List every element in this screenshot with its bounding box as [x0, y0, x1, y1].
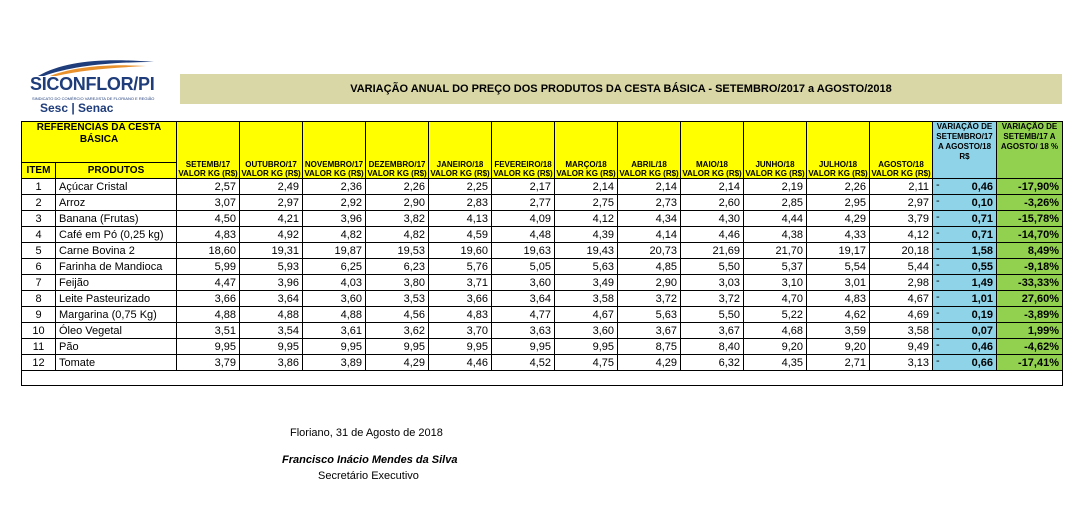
variation-value: 0,71 [971, 228, 994, 241]
variation-dash: - [936, 227, 940, 239]
price-cell: 3,66 [429, 291, 492, 307]
place-date: Floriano, 31 de Agosto de 2018 [290, 427, 443, 439]
month-label: DEZEMBRO/17 [368, 160, 426, 169]
price-cell: 4,03 [303, 275, 366, 291]
price-cell: 2,36 [303, 179, 366, 195]
variation-value-cell [933, 243, 997, 259]
price-cell: 4,29 [807, 211, 870, 227]
price-cell: 3,49 [555, 275, 618, 291]
table-row [22, 355, 1063, 371]
price-cell: 4,29 [366, 355, 429, 371]
table-row [22, 259, 1063, 275]
table-row [22, 179, 1063, 195]
table-row [22, 339, 1063, 355]
variation-percent: 1,99% [997, 323, 1063, 339]
month-label: JUNHO/18 [755, 160, 795, 169]
price-cell: 3,01 [807, 275, 870, 291]
price-cell: 21,70 [744, 243, 807, 259]
price-cell: 3,62 [366, 323, 429, 339]
variation-value: 0,19 [971, 308, 994, 321]
blank-cell [618, 371, 681, 386]
blank-cell [870, 371, 933, 386]
product-name: Carne Bovina 2 [56, 243, 177, 259]
price-cell: 3,51 [177, 323, 240, 339]
price-cell: 4,82 [303, 227, 366, 243]
variation-dash: - [936, 211, 940, 223]
variation-percent: -17,90% [997, 179, 1063, 195]
month-label: NOVEMBRO/17 [304, 160, 364, 169]
blank-cell [997, 371, 1063, 386]
price-cell: 3,67 [681, 323, 744, 339]
price-cell: 19,60 [429, 243, 492, 259]
price-cell: 3,72 [681, 291, 744, 307]
price-cell: 4,30 [681, 211, 744, 227]
price-cell: 4,12 [555, 211, 618, 227]
price-cell: 9,49 [870, 339, 933, 355]
price-cell: 4,67 [870, 291, 933, 307]
blank-cell [177, 371, 240, 386]
unit-label: VALOR KG (R$) [367, 169, 427, 178]
month-header [681, 122, 744, 179]
price-cell: 3,58 [870, 323, 933, 339]
price-cell: 4,52 [492, 355, 555, 371]
table-row [22, 211, 1063, 227]
price-cell: 3,13 [870, 355, 933, 371]
price-cell: 4,33 [807, 227, 870, 243]
price-cell: 3,66 [177, 291, 240, 307]
price-cell: 2,25 [429, 179, 492, 195]
month-label: OUTUBRO/17 [245, 160, 297, 169]
price-cell: 18,60 [177, 243, 240, 259]
price-cell: 4,88 [177, 307, 240, 323]
price-cell: 2,14 [555, 179, 618, 195]
product-name: Arroz [56, 195, 177, 211]
unit-label: VALOR KG (R$) [682, 169, 742, 178]
price-cell: 4,62 [807, 307, 870, 323]
month-label: MAIO/18 [696, 160, 729, 169]
unit-label: VALOR KG (R$) [556, 169, 616, 178]
product-name: Margarina (0,75 Kg) [56, 307, 177, 323]
price-cell: 4,56 [366, 307, 429, 323]
price-cell: 4,83 [807, 291, 870, 307]
price-cell: 2,57 [177, 179, 240, 195]
product-name: Farinha de Mandioca [56, 259, 177, 275]
logo-sesc-senac: Sesc | Senac [40, 101, 114, 115]
price-cell: 4,14 [618, 227, 681, 243]
item-number: 5 [22, 243, 56, 259]
price-cell: 4,67 [555, 307, 618, 323]
month-header [240, 122, 303, 179]
month-header [429, 122, 492, 179]
product-name: Leite Pasteurizado [56, 291, 177, 307]
product-name: Açúcar Cristal [56, 179, 177, 195]
price-cell: 2,97 [240, 195, 303, 211]
price-cell: 4,44 [744, 211, 807, 227]
month-header [744, 122, 807, 179]
price-cell: 3,60 [492, 275, 555, 291]
price-cell: 9,20 [744, 339, 807, 355]
unit-label: VALOR KG (R$) [745, 169, 805, 178]
variation-dash: - [936, 339, 940, 351]
item-number: 7 [22, 275, 56, 291]
item-number: 6 [22, 259, 56, 275]
month-header [366, 122, 429, 179]
month-header [807, 122, 870, 179]
price-cell: 9,95 [492, 339, 555, 355]
blank-cell [22, 371, 56, 386]
title-bar [180, 74, 1062, 104]
price-cell: 5,22 [744, 307, 807, 323]
variation-percent: -4,62% [997, 339, 1063, 355]
price-cell: 3,96 [240, 275, 303, 291]
price-cell: 3,96 [303, 211, 366, 227]
product-name: Óleo Vegetal [56, 323, 177, 339]
price-cell: 3,86 [240, 355, 303, 371]
price-cell: 2,98 [870, 275, 933, 291]
price-cell: 19,63 [492, 243, 555, 259]
month-label: MARÇO/18 [565, 160, 607, 169]
price-cell: 4,70 [744, 291, 807, 307]
variation-percent: -33,33% [997, 275, 1063, 291]
price-cell: 2,83 [429, 195, 492, 211]
item-number: 12 [22, 355, 56, 371]
item-number: 4 [22, 227, 56, 243]
price-cell: 4,46 [429, 355, 492, 371]
price-cell: 3,67 [618, 323, 681, 339]
unit-label: VALOR KG (R$) [304, 169, 364, 178]
price-cell: 3,07 [177, 195, 240, 211]
price-cell: 4,75 [555, 355, 618, 371]
price-cell: 2,90 [366, 195, 429, 211]
price-cell: 2,90 [618, 275, 681, 291]
price-cell: 19,53 [366, 243, 429, 259]
product-name: Banana (Frutas) [56, 211, 177, 227]
variation-value: 0,71 [971, 212, 994, 225]
price-cell: 9,95 [303, 339, 366, 355]
price-cell: 2,60 [681, 195, 744, 211]
variation-dash: - [936, 259, 940, 271]
price-cell: 4,38 [744, 227, 807, 243]
variation-value: 1,49 [971, 276, 994, 289]
price-cell: 4,82 [366, 227, 429, 243]
price-cell: 4,88 [303, 307, 366, 323]
variation-value: 0,66 [971, 356, 994, 369]
table-header [22, 122, 1063, 179]
variation-value: 0,46 [971, 340, 994, 353]
price-cell: 2,14 [618, 179, 681, 195]
variation-percent: 8,49% [997, 243, 1063, 259]
month-header [555, 122, 618, 179]
price-cell: 19,87 [303, 243, 366, 259]
price-cell: 2,26 [366, 179, 429, 195]
signer-name: Francisco Inácio Mendes da Silva [282, 454, 458, 466]
variation-value: 0,55 [971, 260, 994, 273]
price-cell: 3,53 [366, 291, 429, 307]
variation-value: 0,07 [971, 324, 994, 337]
blank-row [22, 371, 1063, 386]
variation-value-cell [933, 275, 997, 291]
item-number: 8 [22, 291, 56, 307]
price-cell: 3,58 [555, 291, 618, 307]
price-cell: 9,95 [366, 339, 429, 355]
price-cell: 2,97 [870, 195, 933, 211]
table-row [22, 307, 1063, 323]
price-cell: 5,50 [681, 259, 744, 275]
unit-label: VALOR KG (R$) [871, 169, 931, 178]
price-cell: 2,26 [807, 179, 870, 195]
logo-name: SICONFLOR/PI [30, 74, 155, 94]
price-cell: 3,64 [240, 291, 303, 307]
price-cell: 2,92 [303, 195, 366, 211]
variation-percent: -3,89% [997, 307, 1063, 323]
price-cell: 19,17 [807, 243, 870, 259]
variation-value: 1,01 [971, 292, 994, 305]
variation-percent: -14,70% [997, 227, 1063, 243]
table-row [22, 243, 1063, 259]
table-row [22, 227, 1063, 243]
blank-cell [807, 371, 870, 386]
price-cell: 5,44 [870, 259, 933, 275]
var-header: VARIAÇÃO DE SETEMBRO/17 A AGOSTO/18 R$ [933, 122, 997, 179]
price-cell: 2,17 [492, 179, 555, 195]
price-cell: 5,54 [807, 259, 870, 275]
blank-cell [492, 371, 555, 386]
month-label: JANEIRO/18 [436, 160, 484, 169]
price-cell: 3,70 [429, 323, 492, 339]
variation-value-cell [933, 211, 997, 227]
price-cell: 19,31 [240, 243, 303, 259]
price-cell: 5,99 [177, 259, 240, 275]
variation-dash: - [936, 323, 940, 335]
price-cell: 2,19 [744, 179, 807, 195]
price-cell: 2,73 [618, 195, 681, 211]
month-label: JULHO/18 [818, 160, 858, 169]
price-cell: 4,13 [429, 211, 492, 227]
variation-value-cell [933, 259, 997, 275]
price-cell: 2,14 [681, 179, 744, 195]
siconflor-logo [30, 56, 182, 122]
price-cell: 2,49 [240, 179, 303, 195]
variation-dash: - [936, 355, 940, 367]
price-cell: 5,63 [555, 259, 618, 275]
variation-value-cell [933, 339, 997, 355]
variation-dash: - [936, 195, 940, 207]
variation-dash: - [936, 179, 940, 191]
blank-cell [303, 371, 366, 386]
price-cell: 4,12 [870, 227, 933, 243]
price-cell: 21,69 [681, 243, 744, 259]
variation-percent: 27,60% [997, 291, 1063, 307]
variation-value-cell [933, 195, 997, 211]
table-row [22, 291, 1063, 307]
price-cell: 5,63 [618, 307, 681, 323]
price-cell: 5,76 [429, 259, 492, 275]
variation-value: 0,46 [971, 180, 994, 193]
price-cell: 4,29 [618, 355, 681, 371]
item-number: 1 [22, 179, 56, 195]
ref-header: REFERENCIAS DA CESTA BÁSICA [22, 122, 177, 163]
price-cell: 4,83 [429, 307, 492, 323]
price-cell: 2,75 [555, 195, 618, 211]
table-row [22, 195, 1063, 211]
blank-cell [429, 371, 492, 386]
month-header [870, 122, 933, 179]
price-cell: 4,47 [177, 275, 240, 291]
variation-value-cell [933, 179, 997, 195]
variation-percent: -9,18% [997, 259, 1063, 275]
price-cell: 3,59 [807, 323, 870, 339]
pct-header: VARIAÇÃO DE SETEMB/17 A AGOSTO/ 18 % [997, 122, 1063, 179]
price-cell: 4,46 [681, 227, 744, 243]
unit-label: VALOR KG (R$) [178, 169, 238, 178]
variation-value-cell [933, 307, 997, 323]
price-cell: 3,60 [303, 291, 366, 307]
unit-label: VALOR KG (R$) [493, 169, 553, 178]
price-cell: 4,92 [240, 227, 303, 243]
price-cell: 5,50 [681, 307, 744, 323]
variation-dash: - [936, 291, 940, 303]
unit-label: VALOR KG (R$) [430, 169, 490, 178]
item-number: 3 [22, 211, 56, 227]
price-cell: 3,63 [492, 323, 555, 339]
variation-value: 0,10 [971, 196, 994, 209]
price-cell: 6,32 [681, 355, 744, 371]
blank-cell [366, 371, 429, 386]
price-cell: 4,59 [429, 227, 492, 243]
item-number: 11 [22, 339, 56, 355]
page-title: VARIAÇÃO ANUAL DO PREÇO DOS PRODUTOS DA CESTA BÁSICA - SETEMBRO/2017 a AGOSTO/2018 [350, 83, 892, 95]
variation-value-cell [933, 291, 997, 307]
product-name: Tomate [56, 355, 177, 371]
price-cell: 4,69 [870, 307, 933, 323]
price-cell: 4,39 [555, 227, 618, 243]
month-label: AGOSTO/18 [878, 160, 924, 169]
price-cell: 4,50 [177, 211, 240, 227]
month-label: SETEMB/17 [185, 160, 231, 169]
blank-cell [56, 371, 177, 386]
price-cell: 4,88 [240, 307, 303, 323]
price-cell: 4,09 [492, 211, 555, 227]
unit-label: VALOR KG (R$) [619, 169, 679, 178]
price-cell: 2,11 [870, 179, 933, 195]
price-cell: 20,18 [870, 243, 933, 259]
price-cell: 3,89 [303, 355, 366, 371]
variation-value: 1,58 [971, 244, 994, 257]
price-cell: 6,25 [303, 259, 366, 275]
month-label: ABRIL/18 [631, 160, 667, 169]
price-cell: 2,95 [807, 195, 870, 211]
variation-dash: - [936, 307, 940, 319]
price-cell: 3,79 [870, 211, 933, 227]
blank-cell [744, 371, 807, 386]
price-cell: 8,40 [681, 339, 744, 355]
price-cell: 4,35 [744, 355, 807, 371]
price-cell: 9,95 [177, 339, 240, 355]
price-cell: 9,95 [555, 339, 618, 355]
item-number: 9 [22, 307, 56, 323]
blank-cell [681, 371, 744, 386]
variation-value-cell [933, 227, 997, 243]
product-name: Pão [56, 339, 177, 355]
price-cell: 3,79 [177, 355, 240, 371]
blank-cell [555, 371, 618, 386]
price-cell: 2,71 [807, 355, 870, 371]
price-cell: 4,21 [240, 211, 303, 227]
price-cell: 9,95 [240, 339, 303, 355]
price-cell: 4,83 [177, 227, 240, 243]
item-number: 10 [22, 323, 56, 339]
price-cell: 4,85 [618, 259, 681, 275]
price-cell: 20,73 [618, 243, 681, 259]
price-cell: 3,64 [492, 291, 555, 307]
blank-cell [933, 371, 997, 386]
price-cell: 3,60 [555, 323, 618, 339]
price-cell: 3,61 [303, 323, 366, 339]
price-cell: 4,48 [492, 227, 555, 243]
product-header: PRODUTOS [56, 163, 177, 179]
price-cell: 4,77 [492, 307, 555, 323]
month-header [618, 122, 681, 179]
month-header [492, 122, 555, 179]
header-row [22, 122, 1063, 163]
price-cell: 5,05 [492, 259, 555, 275]
item-header: ITEM [22, 163, 56, 179]
variation-percent: -3,26% [997, 195, 1063, 211]
variation-value-cell [933, 355, 997, 371]
price-cell: 4,34 [618, 211, 681, 227]
price-cell: 8,75 [618, 339, 681, 355]
unit-label: VALOR KG (R$) [241, 169, 301, 178]
blank-cell [240, 371, 303, 386]
price-cell: 9,20 [807, 339, 870, 355]
price-cell: 9,95 [429, 339, 492, 355]
price-table [21, 121, 1063, 386]
price-cell: 5,37 [744, 259, 807, 275]
signer-role: Secretário Executivo [318, 470, 419, 482]
price-cell: 3,72 [618, 291, 681, 307]
price-cell: 3,54 [240, 323, 303, 339]
price-cell: 2,77 [492, 195, 555, 211]
price-cell: 3,80 [366, 275, 429, 291]
unit-label: VALOR KG (R$) [808, 169, 868, 178]
price-cell: 5,93 [240, 259, 303, 275]
variation-percent: -17,41% [997, 355, 1063, 371]
table-row [22, 275, 1063, 291]
variation-value-cell [933, 323, 997, 339]
variation-percent: -15,78% [997, 211, 1063, 227]
month-label: FEVEREIRO/18 [494, 160, 552, 169]
item-number: 2 [22, 195, 56, 211]
price-cell: 3,82 [366, 211, 429, 227]
product-name: Café em Pó (0,25 kg) [56, 227, 177, 243]
price-cell: 3,03 [681, 275, 744, 291]
price-cell: 19,43 [555, 243, 618, 259]
price-cell: 3,10 [744, 275, 807, 291]
price-cell: 4,68 [744, 323, 807, 339]
table-row [22, 323, 1063, 339]
product-name: Feijão [56, 275, 177, 291]
month-header [177, 122, 240, 179]
variation-dash: - [936, 275, 940, 287]
price-cell: 3,71 [429, 275, 492, 291]
variation-dash: - [936, 243, 940, 255]
price-cell: 6,23 [366, 259, 429, 275]
price-cell: 2,85 [744, 195, 807, 211]
month-header [303, 122, 366, 179]
table-body [22, 179, 1063, 386]
logo-tagline: SINDICATO DO COMÉRCIO VAREJISTA DE FLORIANO E REGIÃO [32, 96, 155, 101]
